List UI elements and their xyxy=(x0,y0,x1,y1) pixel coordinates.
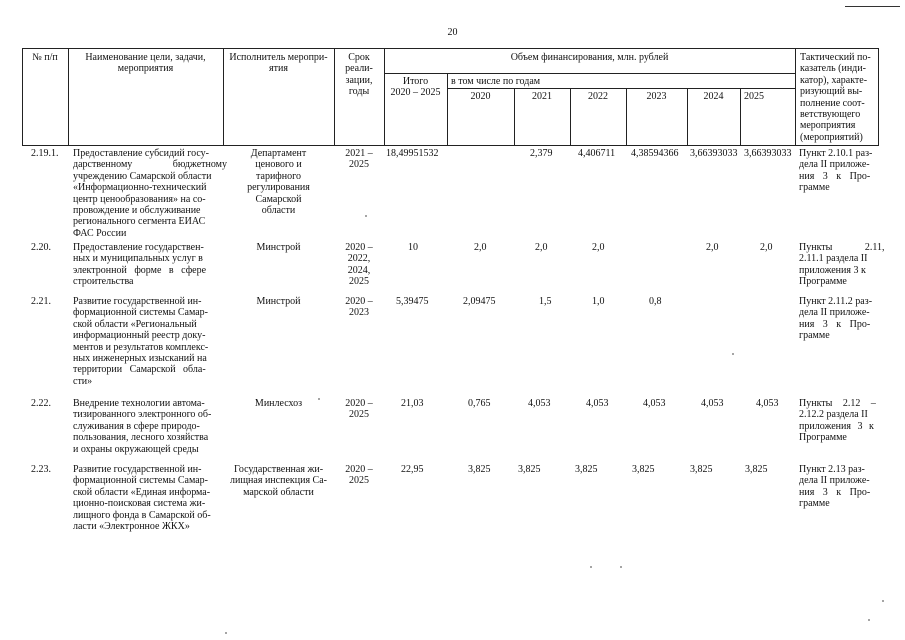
header-executor-line-2: ятия xyxy=(269,63,288,75)
sep-total xyxy=(447,73,448,146)
row-indicator-line: Программе xyxy=(799,276,847,288)
header-term xyxy=(334,52,384,98)
header-num: № п/п xyxy=(32,52,58,63)
header-indicator-line-1: Тактический по- xyxy=(800,52,871,63)
header-year-2021: 2021 xyxy=(532,91,552,102)
row-indicator-line: 2.11.1 раздела II xyxy=(799,253,868,265)
row-name-line: территории Самарской обла- xyxy=(73,364,206,376)
row-name-line: ционно-поисковая система жи- xyxy=(73,498,206,510)
row-indicator-line: ния 3 к Про- xyxy=(799,170,871,182)
row-name-line: ментов и результатов комплекс- xyxy=(73,341,209,353)
row-2023: 0,8 xyxy=(649,296,662,307)
row-term-line: 2021 – xyxy=(345,148,373,159)
row-indicator xyxy=(799,398,876,444)
row-indicator-line: дела II приложе- xyxy=(799,475,870,487)
header-funding: Объем финансирования, млн. рублей xyxy=(510,52,669,63)
row-name-line: ных инженерных изысканий на xyxy=(73,353,207,365)
row-term xyxy=(334,296,384,319)
row-name-line: строительства xyxy=(73,276,134,288)
row-term-line: 2020 – xyxy=(345,242,373,253)
row-total: 18,49951532 xyxy=(386,148,439,159)
row-term-line: 2020 – xyxy=(345,398,373,409)
row-name xyxy=(73,464,211,532)
row-2021: 2,0 xyxy=(535,242,548,253)
row-name xyxy=(73,296,208,387)
row-2025: 2,0 xyxy=(760,242,773,253)
header-executor xyxy=(223,52,334,75)
row-2020: 0,765 xyxy=(468,398,491,409)
row-2021: 2,379 xyxy=(530,148,553,159)
years-rule xyxy=(447,88,795,89)
row-name-line: формационной системы Самар- xyxy=(73,475,209,487)
row-term-line: 2025 xyxy=(349,276,369,288)
scan-speck xyxy=(318,398,320,400)
row-name xyxy=(73,398,211,455)
row-2023: 3,825 xyxy=(632,464,655,475)
row-name-line: ласти «Электронное ЖКХ» xyxy=(73,521,190,533)
row-2024: 4,053 xyxy=(701,398,724,409)
row-executor-line: Минстрой xyxy=(256,242,301,253)
row-name-line: и охраны окружающей среды xyxy=(73,443,199,455)
row-name-line: информационный реестр доку- xyxy=(73,330,206,342)
row-2021: 4,053 xyxy=(528,398,551,409)
row-name-line: центр ценообразования» на со- xyxy=(73,193,206,205)
row-indicator-line: Программе xyxy=(799,432,847,444)
row-executor-line: Самарской xyxy=(255,193,302,205)
row-total: 22,95 xyxy=(401,464,424,475)
row-indicator-line: грамме xyxy=(799,182,830,194)
page-number: 20 xyxy=(447,27,458,38)
row-executor-line: Минстрой xyxy=(256,296,301,307)
scan-speck xyxy=(620,566,622,568)
row-indicator-line: грамме xyxy=(799,330,830,342)
row-indicator-line: Пункт 2.11.2 раз- xyxy=(799,296,873,307)
row-name-line: Предоставление субсидий госу- xyxy=(73,148,209,159)
scan-speck xyxy=(882,600,884,602)
row-term xyxy=(334,242,384,288)
row-term-line: 2023 xyxy=(349,307,369,319)
scan-speck xyxy=(225,632,227,634)
row-executor-line: ценового и xyxy=(255,159,302,171)
header-sub-rule xyxy=(384,73,795,74)
sep-2025 xyxy=(795,48,796,146)
row-executor-line: тарифного xyxy=(256,170,301,182)
row-executor xyxy=(223,464,334,498)
row-name-line: лищного фонда в Самарской об- xyxy=(73,509,211,521)
row-total: 5,39475 xyxy=(396,296,429,307)
header-by-years: в том числе по годам xyxy=(451,76,541,87)
row-2024: 3,825 xyxy=(690,464,713,475)
header-year-2025: 2025 xyxy=(744,91,764,102)
row-indicator-line: дела II приложе- xyxy=(799,159,870,171)
header-indicator-line-8: (мероприятий) xyxy=(800,131,863,143)
row-indicator-line: Пункт 2.10.1 раз- xyxy=(799,148,873,159)
row-name xyxy=(73,242,206,288)
row-2024: 2,0 xyxy=(706,242,719,253)
row-indicator xyxy=(799,296,872,342)
header-year-2024: 2024 xyxy=(703,91,724,102)
row-name-line: служивания в сфере природо- xyxy=(73,420,200,432)
row-term-line: 2024, xyxy=(347,264,371,276)
row-indicator xyxy=(799,148,872,194)
row-2023: 4,053 xyxy=(643,398,666,409)
row-name-line: регионального сегмента ЕИАС xyxy=(73,216,206,228)
row-indicator-line: приложения 3 к xyxy=(799,264,866,276)
scan-speck xyxy=(732,353,734,355)
row-2022: 2,0 xyxy=(592,242,605,253)
row-name-line: ФАС России xyxy=(73,227,127,239)
header-total xyxy=(384,76,447,99)
table-top-border xyxy=(22,48,879,49)
row-2024: 3,66393033 xyxy=(690,148,738,159)
row-num: 2.19.1. xyxy=(31,148,59,159)
row-name-line: Развитие государственной ин- xyxy=(73,296,202,307)
row-term xyxy=(334,148,384,171)
row-executor-line: регулирования xyxy=(247,182,310,194)
header-name-line-2: мероприятия xyxy=(117,63,174,75)
row-executor xyxy=(223,242,334,253)
scan-speck xyxy=(365,215,367,217)
row-2022: 4,053 xyxy=(586,398,609,409)
header-indicator-line-5: полнение соот- xyxy=(800,97,865,109)
row-indicator-line: приложения 3 к xyxy=(799,420,874,432)
row-term xyxy=(334,464,384,487)
row-term-line: 2025 xyxy=(349,475,369,487)
row-term-line: 2025 xyxy=(349,409,369,421)
row-num: 2.20. xyxy=(31,242,51,253)
row-name-line: Развитие государственной ин- xyxy=(73,464,202,475)
scan-speck xyxy=(590,566,592,568)
row-executor-line: Департамент xyxy=(250,148,307,159)
row-2021: 3,825 xyxy=(518,464,541,475)
row-name-line: Предоставление государствен- xyxy=(73,242,204,253)
row-name-line: Внедрение технологии автома- xyxy=(73,398,205,409)
row-executor-line: лищная инспекция Са- xyxy=(230,475,327,487)
header-year-2020: 2020 xyxy=(470,91,491,102)
header-indicator-line-4: ризующий вы- xyxy=(800,86,863,98)
header-total-line-1: Итого xyxy=(402,76,429,87)
header-term-line-4: годы xyxy=(348,86,370,98)
row-name-line: электронной форме в сфере xyxy=(73,264,207,276)
row-name-line: дарственному бюджетному xyxy=(73,159,227,171)
header-name-line-1: Наименование цели, задачи, xyxy=(85,52,206,63)
header-year-2022: 2022 xyxy=(588,91,608,102)
scan-speck xyxy=(868,619,870,621)
row-term xyxy=(334,398,384,421)
header-name xyxy=(68,52,223,75)
row-name-line: тизированного электронного об- xyxy=(73,409,212,421)
row-name-line: пользования, лесного хозяйства xyxy=(73,432,209,444)
header-term-line-2: реали- xyxy=(345,63,373,75)
row-name-line: учреждению Самарской области xyxy=(73,170,212,182)
row-term-line: 2020 – xyxy=(345,464,373,475)
row-2021: 1,5 xyxy=(539,296,552,307)
row-indicator-line: ния 3 к Про- xyxy=(799,318,871,330)
row-indicator-line: ния 3 к Про- xyxy=(799,486,871,498)
sep-2024 xyxy=(740,88,741,146)
row-num: 2.22. xyxy=(31,398,51,409)
header-indicator-line-2: казатель (инди- xyxy=(800,63,866,75)
row-executor xyxy=(223,148,334,216)
row-name-line: формационной системы Самар- xyxy=(73,307,209,319)
row-2023: 4,38594366 xyxy=(631,148,679,159)
row-name-line: ской области «Единая информа- xyxy=(73,486,211,498)
row-total: 10 xyxy=(408,242,418,253)
header-bottom-rule xyxy=(22,145,879,146)
row-executor-line: области xyxy=(261,205,296,217)
row-name-line: ных и муниципальных услуг в xyxy=(73,253,203,265)
row-executor-line: Минлесхоз xyxy=(254,398,303,409)
row-indicator-line: 2.12.2 раздела II xyxy=(799,409,868,421)
row-name-line: сти» xyxy=(73,375,93,387)
row-name xyxy=(73,148,227,239)
border-right xyxy=(878,48,879,146)
row-term-line: 2020 – xyxy=(345,296,373,307)
row-2022: 3,825 xyxy=(575,464,598,475)
row-executor-line: Государственная жи- xyxy=(233,464,324,475)
row-indicator-line: Пункты 2.12 – xyxy=(799,398,876,409)
row-indicator xyxy=(799,464,870,510)
row-2025: 4,053 xyxy=(756,398,779,409)
row-executor-line: марской области xyxy=(243,486,314,498)
row-num: 2.23. xyxy=(31,464,51,475)
row-2022: 1,0 xyxy=(592,296,605,307)
header-indicator-line-3: катор), характе- xyxy=(800,74,868,86)
row-indicator-line: Пункты 2.11, xyxy=(799,242,885,253)
row-2020: 3,825 xyxy=(468,464,491,475)
row-indicator xyxy=(799,242,885,288)
header-indicator xyxy=(800,52,871,143)
header-term-line-3: зации, xyxy=(345,74,373,86)
row-name-line: провождение и обслуживание xyxy=(73,205,201,217)
row-2020: 2,09475 xyxy=(463,296,496,307)
header-indicator-line-7: мероприятия xyxy=(800,120,856,132)
header-year-2023: 2023 xyxy=(646,91,667,102)
row-2025: 3,825 xyxy=(745,464,768,475)
row-2025: 3,66393033 xyxy=(744,148,792,159)
row-term-line: 2025 xyxy=(349,159,369,171)
row-indicator-line: грамме xyxy=(799,498,830,510)
row-executor xyxy=(223,296,334,307)
row-total: 21,03 xyxy=(401,398,424,409)
row-2020: 2,0 xyxy=(474,242,487,253)
header-total-line-2: 2020 – 2025 xyxy=(390,87,441,99)
row-2022: 4,406711 xyxy=(578,148,616,159)
row-indicator-line: дела II приложе- xyxy=(799,307,870,319)
row-name-line: «Информационно-технический xyxy=(73,182,207,194)
header-executor-line-1: Исполнитель меропри- xyxy=(229,52,328,63)
row-term-line: 2022, xyxy=(347,253,371,265)
row-name-line: ской области «Региональный xyxy=(73,318,197,330)
header-term-line-1: Срок xyxy=(348,52,370,63)
header-indicator-line-6: ветствующего xyxy=(800,109,861,121)
row-num: 2.21. xyxy=(31,296,51,307)
row-indicator-line: Пункт 2.13 раз- xyxy=(799,464,865,475)
